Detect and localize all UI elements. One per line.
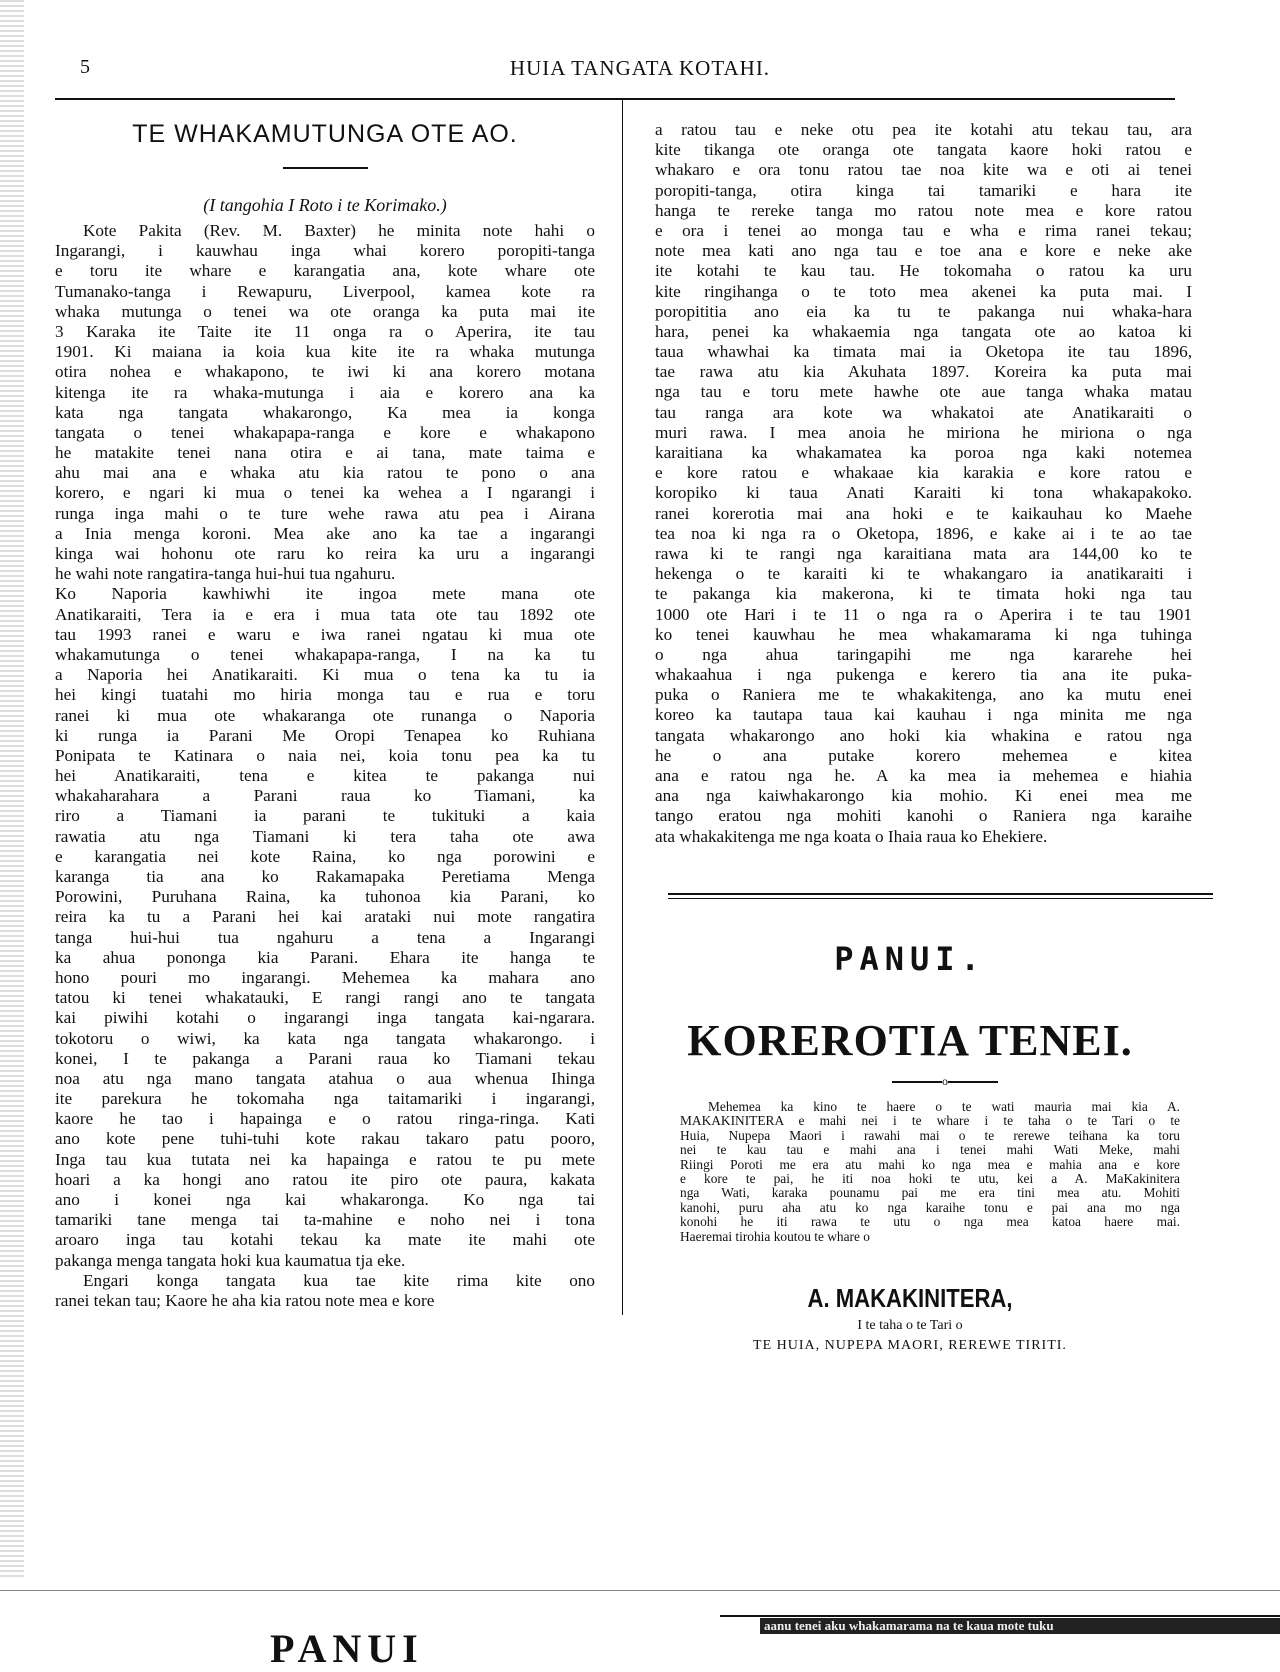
- text-line: aroaro inga tau kotahi tekau ka mate ite mahi ote: [55, 1230, 595, 1250]
- text-line: 3 Karaka ite Taite ite 11 onga ra o Aperira, ite tau: [55, 321, 595, 341]
- notice-heading: PANUI.: [834, 940, 986, 978]
- text-line: riro a Tiamani ia parani te tukituki a kaia: [55, 806, 595, 826]
- text-line: kaore he tao i hapainga e o ratou ringa-ringa. Kati: [55, 1109, 595, 1129]
- text-line: tokotoru o wiwi, ka kata nga tangata whakarongo. i: [55, 1028, 595, 1048]
- text-line: hei kingi tuatahi mo hiria monga tau e rua e toru: [55, 685, 595, 705]
- text-line: 1901. Ki maiana ia koia kua kite ite ra whaka mutunga: [55, 342, 595, 362]
- text-line: ata whakakitenga me nga koata o Ihaia raua ko Ehekiere.: [655, 826, 1048, 846]
- text-line: te pakanga kia makerona, ki te timata hoki nga tau: [655, 584, 1192, 604]
- text-line: ana nga kaiwhakarongo kia mohio. Ki enei mea me: [655, 786, 1192, 806]
- article-body: [55, 221, 595, 1311]
- text-line: tatou ki tenei whakatauki, E rangi rangi ano te tangata: [55, 988, 595, 1008]
- text-line: Huia, Nupepa Maori i rawahi mai o te rerewe teihana ka toru: [680, 1127, 1180, 1143]
- text-line: konohi he iti rawa te utu o nga mea katoa haere mai.: [680, 1214, 1180, 1230]
- text-line: note mea kati ano nga tau e toe ana e kore e neke ake: [655, 241, 1192, 261]
- text-line: ano kote pene tuhi-tuhi kote rakau takaro patu pooro,: [55, 1129, 595, 1149]
- text-line: kite ringihanga o te toto mea akenei ka puta mai. I: [655, 281, 1192, 301]
- text-line: Ingarangi, i kauwhau inga whai korero poropiti-tanga: [55, 241, 595, 261]
- title-rule: [283, 167, 368, 169]
- text-line: runga inga mahi o te ture wehe rawa atu pea i Airana: [55, 503, 595, 523]
- text-line: kanohi, puru aha atu ko nga karaihe tonu e pai ana mo nga: [680, 1199, 1180, 1215]
- header-rule: [55, 98, 1175, 100]
- text-line: tea noa ki nga ra o Oketopa, 1896, e kake ai i te ao tae: [655, 523, 1192, 543]
- text-line: e karangatia nei kote Raina, ko nga porowini e: [55, 846, 595, 866]
- text-line: a Naporia hei Anatikaraiti. Ki mua o tena ka tu ia: [55, 665, 595, 685]
- text-line: a Inia menga koroni. Mea ake ano ka tae a ingarangi: [55, 523, 595, 543]
- text-line: ka ahua pononga kia Parani. Ehara ite hanga te: [55, 947, 595, 967]
- ornament-divider: [885, 1074, 1005, 1089]
- text-line: ite kotahi te kau tau. He tokomaha o ratou ka uru: [655, 261, 1192, 281]
- text-line: tangata o tenei whakapapa-ranga e kore e whakapono: [55, 422, 595, 442]
- text-line: tango eratou nga mohiti kanohi o Raniera nga karaihe: [655, 806, 1192, 826]
- text-line: koropiko ki taua Anati Karaiti ki tona whakapakoko.: [655, 483, 1192, 503]
- text-line: rawatia atu nga Tiamani ki tera taha ote awa: [55, 826, 595, 846]
- text-line: he matakite tenei nana otira e ai tana, mate taima e: [55, 443, 595, 463]
- text-line: kai piwihi kotahi o ingarangi inga tangata kai-ngarara.: [55, 1008, 595, 1028]
- text-line: whakaro e ora tonu ratou tae noa kite wa e oti ai tenei: [655, 160, 1192, 180]
- text-line: ki runga ia Parani Me Oropi Tenapea ko Ruhiana: [55, 725, 595, 745]
- text-line: puka o Raniera me te whakakitenga, ano ka mutu enei: [655, 685, 1192, 705]
- text-line: rawa ki te rangi nga karaitiana mata ara 144,00 ko te: [655, 543, 1192, 563]
- text-line: kitenga ite ra whaka-mutunga i aia e korero ana ka: [55, 382, 595, 402]
- text-line: hanga te rereke tanga mo ratou note mea e kore ratou: [655, 200, 1192, 220]
- text-line: karanga tia ana ko Rakamapaka Peretiama Menga: [55, 867, 595, 886]
- text-line: reira ka tu a Parani hei kai arataki nui mote rangatira: [55, 907, 595, 927]
- text-line: noa atu nga mano tangata atahua o aua whenua Ihinga: [55, 1068, 595, 1088]
- text-line: kite tikanga ote oranga ote tangata kaore hoki ratou e: [655, 140, 1192, 160]
- next-page-heading-fragment: PANUI: [270, 1626, 424, 1671]
- notice-body: [680, 1100, 1180, 1244]
- text-line: taua whawhai ka timata mai ia Oketopa ite tau 1896,: [655, 342, 1192, 362]
- text-line: Ko Naporia kawhiwhi ite ingoa mete mana ote: [55, 584, 595, 604]
- text-line: nga Wati, karaka pounamu pai me era tini mea atu. Mohiti: [680, 1185, 1180, 1201]
- text-line: Ponipata te Katinara o naia nei, koia tonu pea ka tu: [55, 745, 595, 765]
- text-line: poropititia ano eia ka tu te pakanga nui whaka-hara: [655, 301, 1192, 321]
- masthead: HUIA TANGATA KOTAHI.: [509, 56, 771, 80]
- text-line: poropiti-tanga, otira kinga tai tamariki e hara ite: [655, 180, 1192, 200]
- text-line: korero, e ngari ki mua o tenei ka wehea a I ngarangi i: [55, 483, 595, 503]
- text-line: nga tau e toru mete hawhe ote aue tanga whaka matau: [655, 382, 1192, 402]
- text-line: e kore te pai, he iti noa hoki te utu, kei a A. MaKakinitera: [680, 1170, 1180, 1186]
- text-line: whakaharahara a Parani raua ko Tiamani, ka: [55, 786, 595, 806]
- text-line: hekenga o te karaiti ki te whakangaro ia anatikaraiti i: [655, 564, 1192, 584]
- next-page-text-fragment: aanu tenei aku whakamarama na te kaua mote tuku: [760, 1618, 1280, 1634]
- text-line: e toru ite whare e karangatia ana, kote whare ote: [55, 261, 595, 281]
- article-source: (I tangohia I Roto i te Korimako.): [203, 195, 447, 215]
- text-line: he wahi note rangatira-tanga hui-hui tua ngahuru.: [55, 564, 396, 584]
- text-line: ranei tekan tau; Kaore he aha kia ratou note mea e kore: [55, 1290, 435, 1310]
- text-line: Kote Pakita (Rev. M. Baxter) he minita note hahi o: [83, 221, 595, 240]
- article-column-left: [55, 120, 595, 1311]
- article-column-right: [655, 120, 1192, 847]
- page-bottom-rule: [0, 1590, 1280, 1591]
- divider-o: o: [942, 1074, 948, 1088]
- text-line: Anatikaraiti, Tera ia e era i mua tata ote tau 1892 ote: [55, 604, 595, 624]
- text-line: konei, I te pakanga a Parani raua ko Tiamani tekau: [55, 1048, 595, 1068]
- text-line: tamariki tane menga tai ta-mahine e noho nei i tona: [55, 1210, 595, 1230]
- text-line: hoari a ka hongi ano ratou ite piro ote paura, kakata: [55, 1169, 595, 1189]
- page-number: 5: [80, 56, 90, 78]
- text-line: Mehemea ka kino te haere o te wati mauria mai kia A.: [708, 1099, 1180, 1114]
- text-line: tau 1993 ranei e waru e iwa ranei ngatau ki mua ote: [55, 624, 595, 644]
- text-line: tanga hui-hui tua ngahuru a tena a Ingarangi: [55, 927, 595, 947]
- text-line: MAKAKINITERA e mahi nei i te whare i te taha o te Tari o te: [680, 1113, 1180, 1129]
- text-line: Riingi Poroti me era atu mahi ko nga mea e mahia ana e kore: [680, 1156, 1180, 1172]
- text-line: o nga ahua taringapihi me nga kararehe hei: [655, 644, 1192, 664]
- text-line: a ratou tau e neke otu pea ite kotahi atu tekau tau, ara: [655, 120, 1192, 139]
- text-line: kata nga tangata whakarongo, Ka mea ia konga: [55, 402, 595, 422]
- section-double-rule-bottom: [668, 898, 1213, 899]
- advertiser-address-line2: TE HUIA, NUPEPA MAORI, REREWE TIRITI.: [753, 1338, 1067, 1353]
- column-divider: [622, 100, 623, 1315]
- text-line: muri rawa. I mea anoia he miriona he miriona o nga: [655, 422, 1192, 442]
- text-line: hono pouri mo ingarangi. Mehemea ka mahara ano: [55, 967, 595, 987]
- text-line: Engari konga tangata kua tae kite rima kite ono: [83, 1270, 595, 1290]
- text-line: hei Anatikaraiti, tena e kitea te pakanga nui: [55, 766, 595, 786]
- text-line: nei te kau tau e mahi ana i tenei mahi Wati Meke, mahi: [680, 1142, 1180, 1158]
- text-line: he o ana putake korero mehemea e kitea: [655, 745, 1192, 765]
- text-line: 1000 ote Hari i te 11 o nga ra o Aperira i te tau 1901: [655, 604, 1192, 624]
- text-line: ranei ki mua ote whakaranga ote runanga o Naporia: [55, 705, 595, 725]
- advertiser-address-line1: I te taha o te Tari o: [857, 1318, 963, 1333]
- text-line: ite parekura he tokomaha nga taitamariki i ingarangi,: [55, 1089, 595, 1109]
- text-line: pakanga menga tangata hoki kua kaumatua tja eke.: [55, 1250, 406, 1270]
- scan-edge-noise: [0, 0, 24, 1580]
- text-line: whakaahua i nga pukenga e kerero tia ana ite puka-: [655, 665, 1192, 685]
- text-line: ranei korerotia mai ana hoki e te kaikauhau ko Maehe: [655, 503, 1192, 523]
- next-page-rule: [720, 1615, 1280, 1617]
- advertiser-name: A. MAKAKINITERA,: [807, 1283, 1013, 1313]
- text-line: koreo ka tautapa taua kai kauhau i nga minita me nga: [655, 705, 1192, 725]
- text-line: Inga tau kua tutata nei ka hapainga e ratou te pu mete: [55, 1149, 595, 1169]
- text-line: ko tenei kauwhau he mea whakamarama ki nga tuhinga: [655, 624, 1192, 644]
- text-line: tau ranga ara kote wa whakatoi ate Anatikaraiti o: [655, 402, 1192, 422]
- text-line: tangata whakarongo ano hoki kia whakina e ratou nga: [655, 725, 1192, 745]
- text-line: e kore ratou e whakaae kia karakia e kore ratou e: [655, 463, 1192, 483]
- text-line: whaka mutunga o tenei wa ote oranga ka puta mai ite: [55, 301, 595, 321]
- text-line: hara, penei ka whakaemia nga tangata ote ao katoa ki: [655, 321, 1192, 341]
- text-line: Porowini, Puruhana Raina, ka tuhonoa kia Parani, ko: [55, 887, 595, 907]
- text-line: ana e ratou nga he. A ka mea ia mehemea e hiahia: [655, 766, 1192, 785]
- text-line: ahu mai ana e whaka atu kia ratou te pono o ana: [55, 463, 595, 483]
- notice-title: KOREROTIA TENEI.: [687, 1016, 1133, 1065]
- text-line: e ora i tenei ao monga tau e wha e rima ranei tekau;: [655, 220, 1192, 240]
- article-body-continued: [655, 120, 1192, 847]
- text-line: Haeremai tirohia koutou te whare o: [680, 1228, 870, 1244]
- text-line: otira nohea e whakapono, te iwi ki ana korero motana: [55, 362, 595, 382]
- text-line: tae rawa atu kia Akuhata 1897. Koreira ka puta mai: [655, 362, 1192, 382]
- article-title: TE WHAKAMUTUNGA OTE AO.: [132, 120, 518, 148]
- text-line: kinga wai hohonu ote raru ko reira ka uru a ingarangi: [55, 544, 595, 563]
- text-line: whakamutunga o tenei whakapapa-ranga, I na ka tu: [55, 644, 595, 664]
- text-line: Tumanako-tanga i Rewapuru, Liverpool, kamea kote ra: [55, 281, 595, 301]
- text-line: ano i konei nga kai whakaronga. Ko nga tai: [55, 1190, 595, 1209]
- text-line: karaitiana ka whakamatea ka poroa nga kaki notemea: [655, 443, 1192, 462]
- section-double-rule-top: [668, 893, 1213, 895]
